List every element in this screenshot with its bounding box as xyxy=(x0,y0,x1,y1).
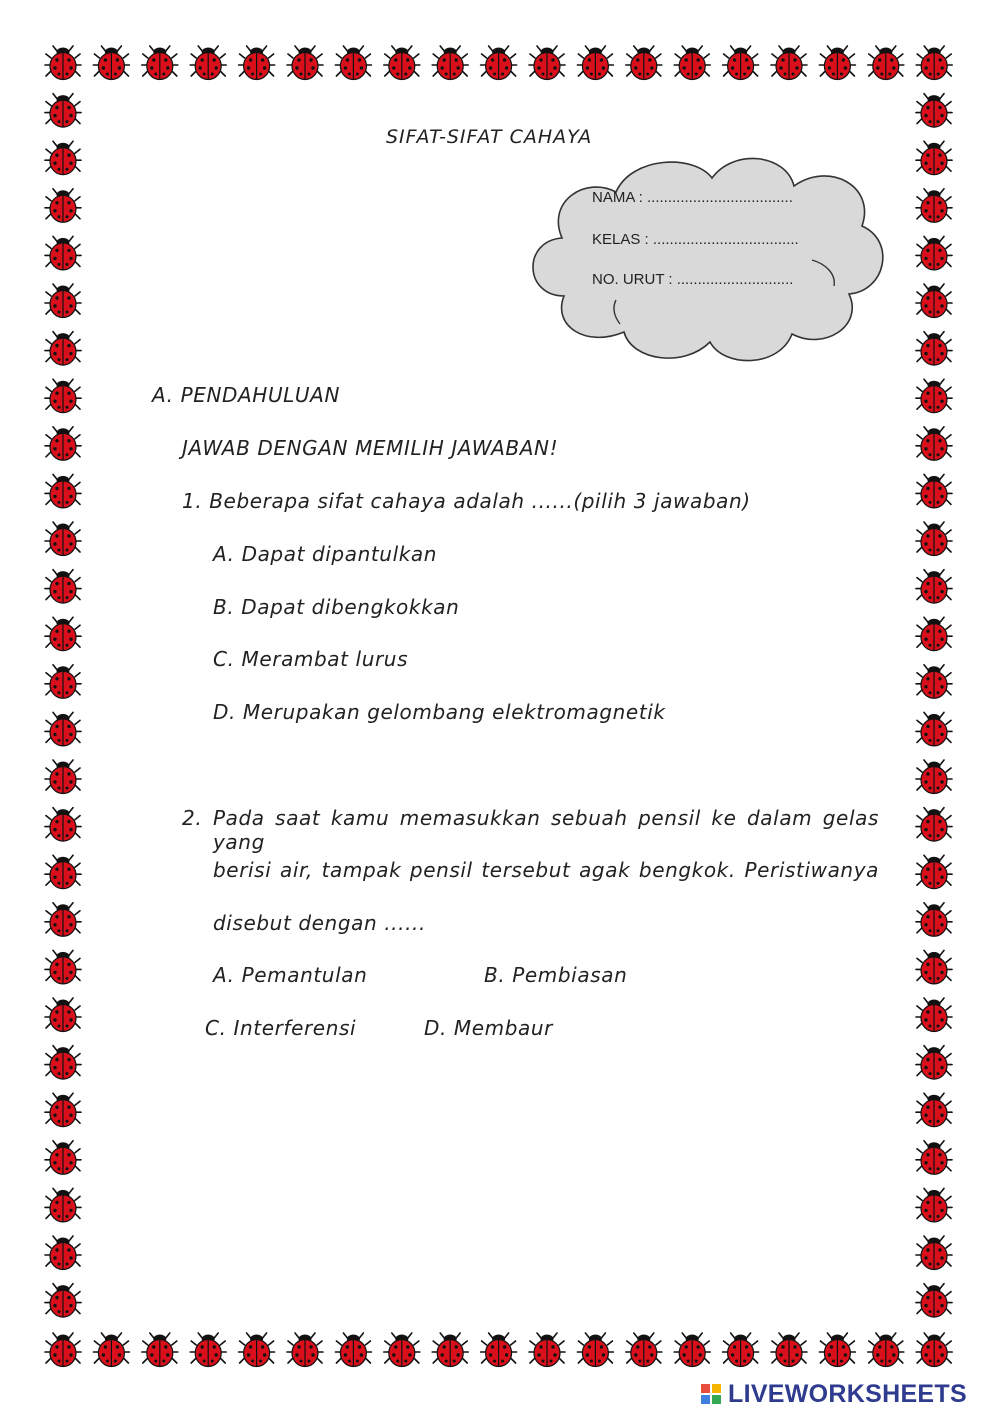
instruction-text: JAWAB DENGAN MEMILIH JAWABAN! xyxy=(182,436,559,460)
ladybug-icon xyxy=(916,1141,952,1175)
ladybug-icon xyxy=(45,332,81,366)
ladybug-icon xyxy=(45,617,81,651)
ladybug-icon xyxy=(45,236,81,270)
ladybug-icon xyxy=(432,1333,468,1367)
field-no-urut[interactable]: NO. URUT : ............................ xyxy=(592,271,794,288)
ladybug-icon xyxy=(916,379,952,413)
ladybug-icon xyxy=(45,1236,81,1270)
ladybug-icon xyxy=(190,1333,226,1367)
ladybug-icon xyxy=(868,1333,904,1367)
ladybug-icon xyxy=(287,1333,323,1367)
ladybug-icon xyxy=(45,998,81,1032)
question-2-line-2: berisi air, tampak pensil tersebut agak bengkok. Peristiwanya xyxy=(213,858,879,882)
question-1-text: 1. Beberapa sifat cahaya adalah ......(pilih 3 jawaban) xyxy=(182,489,751,513)
ladybug-icon xyxy=(916,855,952,889)
ladybug-icon xyxy=(723,1333,759,1367)
ladybug-icon xyxy=(45,46,81,80)
ladybug-icon xyxy=(674,46,710,80)
question-2-number: 2. xyxy=(182,806,203,830)
ladybug-icon xyxy=(45,427,81,461)
ladybug-icon xyxy=(771,1333,807,1367)
question-1-option-d[interactable]: D. Merupakan gelombang elektromagnetik xyxy=(213,700,666,724)
ladybug-icon xyxy=(916,522,952,556)
ladybug-icon xyxy=(45,950,81,984)
ladybug-icon xyxy=(481,46,517,80)
question-2-line-3: disebut dengan ...... xyxy=(213,911,426,935)
ladybug-icon xyxy=(45,903,81,937)
ladybug-icon xyxy=(916,570,952,604)
question-1-option-b[interactable]: B. Dapat dibengkokkan xyxy=(213,595,460,619)
ladybug-icon xyxy=(481,1333,517,1367)
ladybug-icon xyxy=(45,284,81,318)
ladybug-icon xyxy=(45,1188,81,1222)
ladybug-icon xyxy=(45,665,81,699)
ladybug-icon xyxy=(916,46,952,80)
ladybug-icon xyxy=(287,46,323,80)
ladybug-icon xyxy=(916,1284,952,1318)
ladybug-icon xyxy=(384,1333,420,1367)
question-2-option-b[interactable]: B. Pembiasan xyxy=(484,963,628,987)
question-2-option-d[interactable]: D. Membaur xyxy=(424,1016,554,1040)
ladybug-icon xyxy=(916,427,952,461)
ladybug-icon xyxy=(916,712,952,746)
ladybug-icon xyxy=(723,46,759,80)
ladybug-icon xyxy=(45,189,81,223)
field-nama[interactable]: NAMA : ................................... xyxy=(592,189,793,206)
question-2-option-c[interactable]: C. Interferensi xyxy=(205,1016,357,1040)
ladybug-icon xyxy=(916,808,952,842)
ladybug-icon xyxy=(916,760,952,794)
ladybug-icon xyxy=(916,94,952,128)
ladybug-icon xyxy=(142,46,178,80)
liveworksheets-logo-icon xyxy=(700,1383,722,1405)
worksheet-title: SIFAT-SIFAT CAHAYA xyxy=(386,126,593,148)
ladybug-icon xyxy=(916,1093,952,1127)
ladybug-icon xyxy=(916,1236,952,1270)
ladybug-icon xyxy=(45,379,81,413)
ladybug-icon xyxy=(529,1333,565,1367)
ladybug-icon xyxy=(916,474,952,508)
ladybug-icon xyxy=(674,1333,710,1367)
ladybug-icon xyxy=(45,141,81,175)
ladybug-icon xyxy=(916,950,952,984)
identity-cloud xyxy=(524,146,886,368)
ladybug-icon xyxy=(45,570,81,604)
ladybug-icon xyxy=(142,1333,178,1367)
section-heading: A. PENDAHULUAN xyxy=(152,383,341,407)
ladybug-icon xyxy=(239,1333,275,1367)
ladybug-icon xyxy=(916,998,952,1032)
question-2-option-a[interactable]: A. Pemantulan xyxy=(213,963,368,987)
ladybug-icon xyxy=(626,1333,662,1367)
ladybug-icon xyxy=(916,332,952,366)
ladybug-icon xyxy=(577,46,613,80)
question-2-line-1: Pada saat kamu memasukkan sebuah pensil ke dalam gelas yang xyxy=(213,806,879,854)
ladybug-icon xyxy=(45,712,81,746)
ladybug-icon xyxy=(45,1046,81,1080)
ladybug-icon xyxy=(916,141,952,175)
question-1-option-a[interactable]: A. Dapat dipantulkan xyxy=(213,542,438,566)
ladybug-icon xyxy=(916,284,952,318)
ladybug-icon xyxy=(819,46,855,80)
ladybug-icon xyxy=(335,1333,371,1367)
ladybug-icon xyxy=(93,46,129,80)
ladybug-icon xyxy=(916,903,952,937)
liveworksheets-footer[interactable] xyxy=(700,1378,967,1410)
ladybug-icon xyxy=(916,1046,952,1080)
question-1-option-c[interactable]: C. Merambat lurus xyxy=(213,647,409,671)
ladybug-icon xyxy=(771,46,807,80)
field-kelas[interactable]: KELAS : ................................... xyxy=(592,231,799,248)
ladybug-icon xyxy=(45,522,81,556)
ladybug-icon xyxy=(45,1284,81,1318)
ladybug-icon xyxy=(45,474,81,508)
ladybug-icon xyxy=(45,855,81,889)
ladybug-icon xyxy=(45,94,81,128)
ladybug-icon xyxy=(45,1141,81,1175)
liveworksheets-brand: LIVEWORKSHEETS xyxy=(728,1379,967,1408)
ladybug-icon xyxy=(916,1188,952,1222)
ladybug-icon xyxy=(335,46,371,80)
ladybug-icon xyxy=(45,760,81,794)
ladybug-icon xyxy=(916,665,952,699)
ladybug-icon xyxy=(916,189,952,223)
ladybug-icon xyxy=(626,46,662,80)
ladybug-icon xyxy=(529,46,565,80)
ladybug-icon xyxy=(384,46,420,80)
ladybug-icon xyxy=(819,1333,855,1367)
ladybug-icon xyxy=(916,617,952,651)
ladybug-icon xyxy=(868,46,904,80)
ladybug-icon xyxy=(45,1333,81,1367)
ladybug-icon xyxy=(190,46,226,80)
ladybug-icon xyxy=(45,808,81,842)
ladybug-icon xyxy=(45,1093,81,1127)
ladybug-icon xyxy=(93,1333,129,1367)
ladybug-icon xyxy=(577,1333,613,1367)
ladybug-icon xyxy=(916,236,952,270)
ladybug-icon xyxy=(432,46,468,80)
ladybug-icon xyxy=(916,1333,952,1367)
ladybug-icon xyxy=(239,46,275,80)
